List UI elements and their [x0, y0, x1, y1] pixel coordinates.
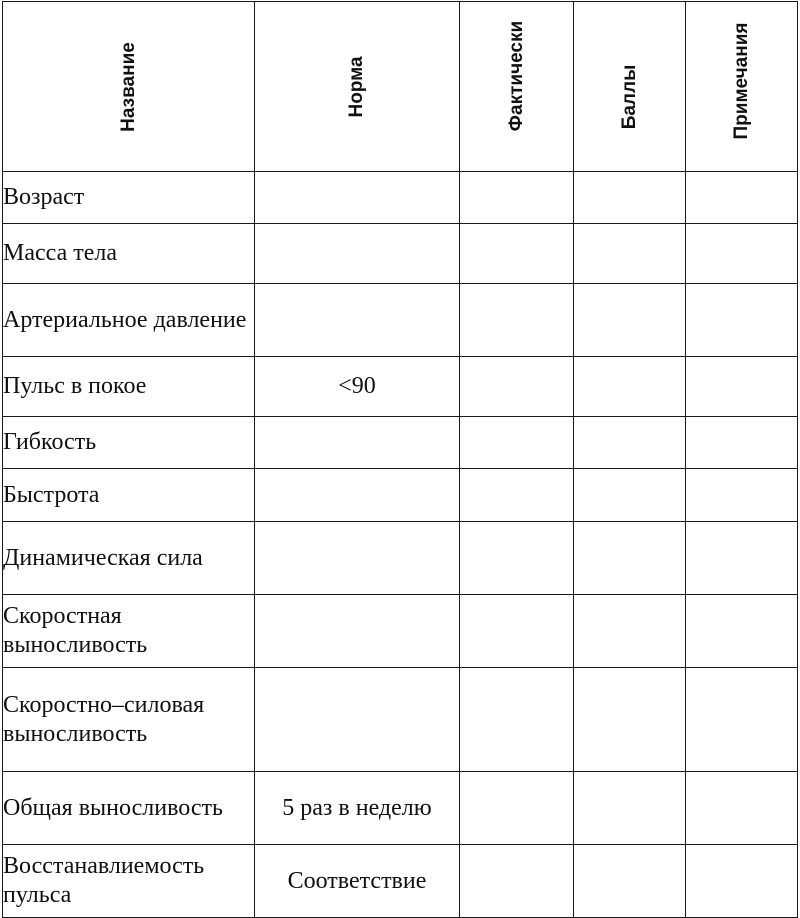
header-notes-label: Примечания [730, 22, 752, 140]
table-row [3, 772, 798, 845]
row-notes [686, 224, 798, 284]
row-actual [460, 522, 574, 595]
row-score [574, 668, 686, 772]
row-notes [686, 357, 798, 417]
row-notes [686, 595, 798, 668]
row-name: Возраст [3, 172, 255, 224]
row-notes [686, 469, 798, 522]
row-notes [686, 284, 798, 357]
row-actual [460, 668, 574, 772]
row-score [574, 845, 686, 918]
header-norm [255, 2, 460, 172]
row-notes [686, 668, 798, 772]
row-name: Артериальное давление [3, 284, 255, 357]
row-actual [460, 595, 574, 668]
row-norm [255, 224, 460, 284]
row-norm [255, 284, 460, 357]
header-actual-label: Фактически [505, 21, 527, 132]
row-actual [460, 357, 574, 417]
row-notes [686, 522, 798, 595]
header-row [3, 2, 798, 172]
row-actual [460, 417, 574, 469]
fitness-assessment-table [2, 1, 798, 918]
row-score [574, 417, 686, 469]
header-notes [686, 2, 798, 172]
row-norm: <90 [255, 357, 460, 417]
row-score [574, 224, 686, 284]
row-norm: 5 раз в неделю [255, 772, 460, 845]
row-notes [686, 845, 798, 918]
row-norm [255, 469, 460, 522]
row-actual [460, 469, 574, 522]
row-actual [460, 172, 574, 224]
row-name: Быстрота [3, 469, 255, 522]
table-row [3, 417, 798, 469]
table-row [3, 284, 798, 357]
header-actual [460, 2, 574, 172]
table-row [3, 845, 798, 918]
row-name: Скоростно–силовая выносливость [3, 668, 255, 772]
table-row [3, 172, 798, 224]
row-actual [460, 284, 574, 357]
row-norm: Соответствие [255, 845, 460, 918]
row-actual [460, 845, 574, 918]
row-notes [686, 417, 798, 469]
row-score [574, 522, 686, 595]
row-actual [460, 772, 574, 845]
table-row [3, 522, 798, 595]
row-norm [255, 417, 460, 469]
row-score [574, 357, 686, 417]
table-row [3, 224, 798, 284]
row-name: Гибкость [3, 417, 255, 469]
row-name: Восстанавлиемость пульса [3, 845, 255, 918]
table-row [3, 668, 798, 772]
row-norm [255, 522, 460, 595]
header-norm-label: Норма [346, 55, 367, 118]
table-row [3, 469, 798, 522]
row-score [574, 772, 686, 845]
row-norm [255, 668, 460, 772]
row-name: Динамическая сила [3, 522, 255, 595]
header-score [574, 2, 686, 172]
row-norm [255, 595, 460, 668]
row-norm [255, 172, 460, 224]
row-score [574, 284, 686, 357]
header-score-label: Баллы [618, 64, 640, 129]
row-score [574, 595, 686, 668]
row-score [574, 469, 686, 522]
table-row [3, 595, 798, 668]
row-notes [686, 772, 798, 845]
header-name-label: Название [117, 41, 139, 132]
row-notes [686, 172, 798, 224]
row-score [574, 172, 686, 224]
header-name [3, 2, 255, 172]
row-name: Скоростная выносливость [3, 595, 255, 668]
row-actual [460, 224, 574, 284]
row-name: Масса тела [3, 224, 255, 284]
table-row [3, 357, 798, 417]
row-name: Пульс в покое [3, 357, 255, 417]
row-name: Общая выносливость [3, 772, 255, 845]
